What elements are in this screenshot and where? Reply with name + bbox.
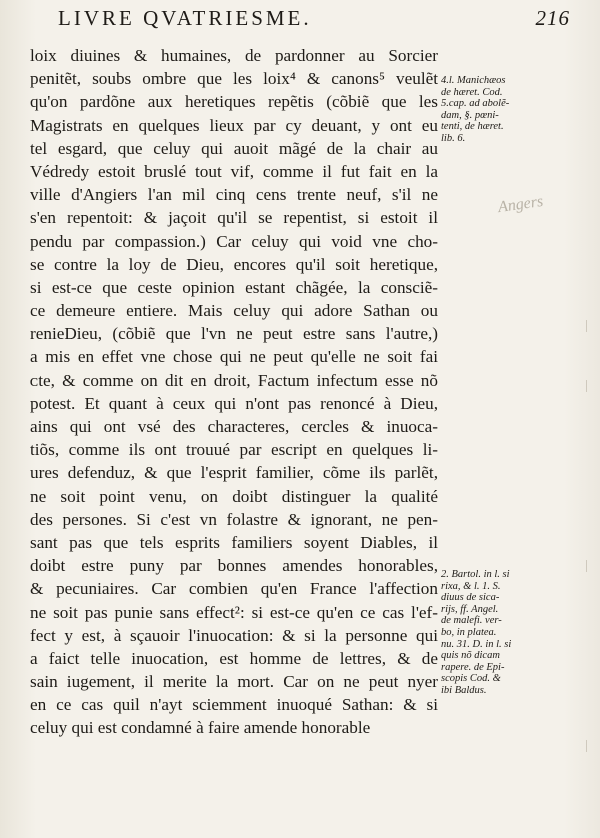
margin-note-line: quis nõ dicam bbox=[441, 650, 500, 662]
margin-note-line: 5.cap. ad abolẽ- bbox=[441, 98, 510, 110]
margin-note-lower bbox=[441, 569, 561, 697]
margin-note-line: dam, §. pœni- bbox=[441, 109, 499, 121]
text-line: ne soit pas punie sans effect²: si est-ce qu'en ce cas l'ef- bbox=[30, 602, 438, 622]
margin-note-line: tenti, de hæret. bbox=[441, 121, 504, 133]
text-line: Magistrats en quelques lieux par cy deuant, y ont eu bbox=[30, 115, 438, 135]
text-line: penitẽt, soubs ombre que les loix⁴ & canons⁵ veulẽt bbox=[30, 69, 438, 89]
margin-note-line: rixa, & l. 1. S. bbox=[441, 580, 501, 592]
margin-note-line: diuus de sica- bbox=[441, 592, 500, 604]
running-header bbox=[58, 6, 570, 31]
text-line: tel esgard, que celuy qui auoit mãgé de la chair au bbox=[30, 138, 438, 158]
text-line: potest. Et quant à ceux qui n'ont pas renoncé à Dieu, bbox=[30, 393, 438, 413]
margin-note-line: nu. 31. D. in l. si bbox=[441, 638, 512, 650]
margin-note-line: scopis Cod. & bbox=[441, 673, 501, 685]
text-line: ce demeure entiere. Mais celuy qui adore Sathan ou bbox=[30, 301, 438, 321]
text-line: s'en repentoit: & jaçoit qu'il se repentist, si estoit il bbox=[30, 208, 438, 228]
text-line: ures defenduz, & que l'esprit familier, cõme ils parlẽt, bbox=[30, 463, 438, 483]
text-line: sain iugement, il merite la mort. Car on ne peut nyer bbox=[30, 672, 438, 692]
text-line: ville d'Angiers l'an mil cinq cens trente neuf, s'il ne bbox=[30, 185, 438, 205]
margin-note-line: ibi Baldus. bbox=[441, 684, 487, 696]
margin-note-upper bbox=[441, 75, 561, 145]
margin-note-line: 4.l. Manichæos bbox=[441, 75, 506, 86]
main-text-block bbox=[30, 44, 438, 740]
text-line: doibt estre puny par bonnes amendes honorables, bbox=[30, 556, 438, 576]
text-line: fect y est, à sçauoir l'inuocation: & si la personne qui bbox=[30, 625, 438, 645]
text-line: loix diuines & humaines, de pardonner au Sorcier bbox=[30, 46, 438, 65]
text-line: & pecuniaires. Car combien qu'en France l'affection bbox=[30, 579, 438, 599]
running-title: LIVRE QVATRIESME. bbox=[58, 6, 312, 30]
text-line: renieDieu, (cõbiẽ que l'vn ne peut estre sans l'autre,) bbox=[30, 324, 438, 344]
text-line: ne soit point venu, on doibt distinguer la qualité bbox=[30, 486, 438, 506]
text-line: celuy qui est condamné à faire amende honorable bbox=[30, 718, 371, 738]
text-line: sant pas que tels esprits familiers soyent Diables, il bbox=[30, 532, 438, 552]
margin-note-line: rapere. de Epi- bbox=[441, 661, 505, 673]
folio-number: 216 bbox=[535, 6, 570, 30]
text-line: des persones. Si c'est vn folastre & ignorant, ne pen- bbox=[30, 509, 438, 529]
text-line: en ce cas quil n'ayt sciemment inuoqué Sathan: & si bbox=[30, 695, 438, 715]
text-line: pendu par compassion.) Car celuy qui void vne cho- bbox=[30, 231, 438, 251]
text-line: a faict telle inuocation, est homme de lettres, & de bbox=[30, 648, 438, 668]
margin-note-line: rijs, ff. Angel. bbox=[441, 603, 499, 615]
margin-note-line: bo, in platea. bbox=[441, 626, 497, 638]
text-line: qu'on pardõne aux heretiques repẽtis (cõbiẽ que les bbox=[30, 92, 438, 112]
text-line: si est-ce que ceste opinion estant chãgée, la consciẽ- bbox=[30, 277, 438, 297]
text-line: se contre la loy de Dieu, encores qu'il soit heretique, bbox=[30, 254, 438, 274]
text-line: ains qui ont vsé des characteres, cercles & inuoca- bbox=[30, 417, 438, 436]
margin-note-line: lib. 6. bbox=[441, 132, 466, 144]
handwritten-annotation: Angers bbox=[496, 192, 545, 217]
text-line: tiõs, comme ils ont trouué par escript en quelques li- bbox=[30, 440, 438, 460]
margin-note-line: de malefi. ver- bbox=[441, 615, 502, 627]
text-line: a mis en effet vne chose qui ne peut qu'elle ne soit fai bbox=[30, 347, 438, 367]
page-edge-mark bbox=[586, 560, 597, 572]
page-edge-mark bbox=[586, 740, 597, 752]
page-edge-mark bbox=[586, 320, 597, 332]
margin-note-line: 2. Bartol. in l. si bbox=[441, 569, 510, 580]
text-line: ᴄte, & comme on dit en droit, Factum infectum esse nõ bbox=[30, 370, 438, 390]
margin-note-line: de hæret. Cod. bbox=[441, 86, 503, 98]
text-line: Védredy estoit bruslé tout vif, comme il fut fait en la bbox=[30, 161, 438, 181]
page-edge-mark bbox=[586, 380, 597, 392]
